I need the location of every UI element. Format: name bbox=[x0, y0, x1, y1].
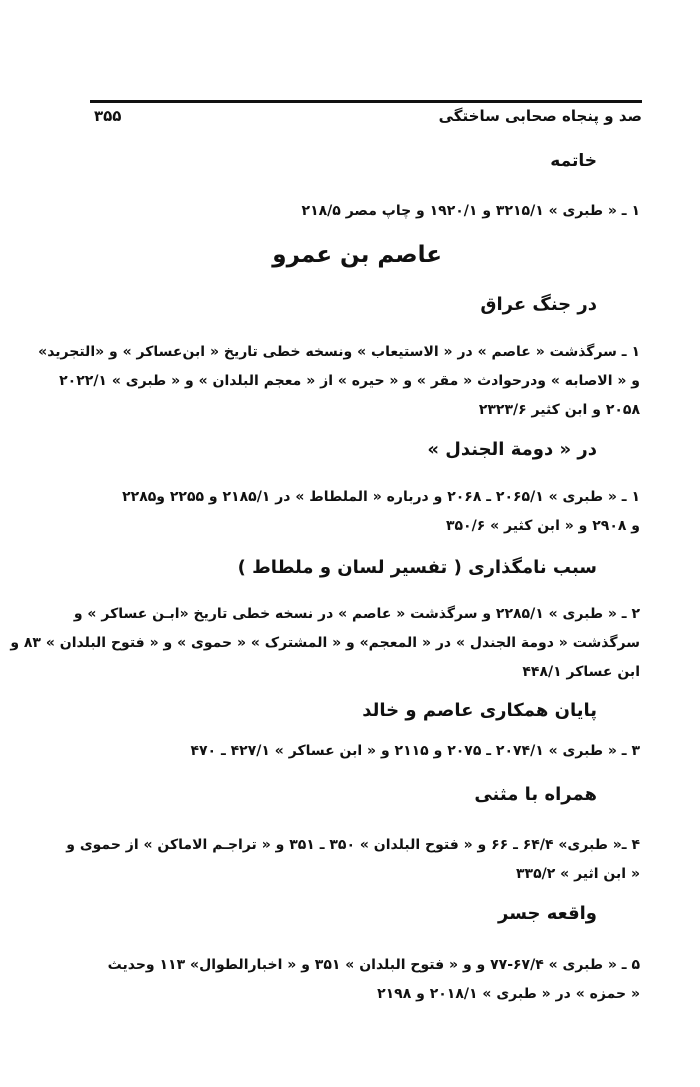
footnote-line: و ۲۹۰۸ و « ابن کثیر » ۳۵۰/۶ bbox=[445, 518, 640, 534]
footnote-muthanna bbox=[60, 831, 640, 889]
footnote-line: ۱ ـ سرگذشت « عاصم » در « الاستیعاب » ونسخه خطی تاریخ « ابن‌عساکر » و «التجرید» bbox=[38, 344, 640, 360]
running-header bbox=[90, 100, 642, 131]
section-heading-muthanna: همراه با مثنی bbox=[474, 784, 597, 805]
footnote-line: سرگذشت « دومة الجندل » در « المعجم» و « المشترک » « حموی » و « فتوح البلدان » ۸۳ و bbox=[10, 635, 640, 651]
footnote-line: ۲ ـ « طبری » ۲۲۸۵/۱ و سرگذشت « عاصم » در نسخه خطی تاریخ «ابـن عساکر » و bbox=[73, 606, 640, 622]
footnote-line: و « الاصابه » ودرحوادث « مقر » و « حیره » از « معجم البلدان » و « طبری » ۲۰۲۲/۱ bbox=[59, 373, 640, 389]
footnote-end-cooperation bbox=[60, 737, 640, 766]
section-heading-dumat: در « دومة الجندل » bbox=[427, 439, 597, 460]
footnote-line: ۲۰۵۸ و ابن کثیر ۲۳۲۳/۶ bbox=[478, 402, 640, 418]
footnote-dumat bbox=[60, 483, 640, 541]
section-heading-naming: سبب نامگذاری ( تفسیر لسان و ملطاط ) bbox=[237, 557, 597, 578]
footnote-line: « ابن اثیر » ۳۳۵/۲ bbox=[515, 866, 640, 882]
section-heading-iraq: در جنگ عراق bbox=[480, 294, 597, 315]
footnote-line: ۴ ـ« طبری» ۶۴/۴ ـ ۶۶ و « فتوح البلدان » ۳۵۰ ـ ۳۵۱ و « تراجـم الاماکن » از حموی و bbox=[66, 837, 640, 853]
footnote-line: ۵ ـ « طبری » ۶۷/۴-۷۷ و و « فتوح البلدان » ۳۵۱ و « اخبارالطوال» ۱۱۳ وحدیث bbox=[107, 957, 640, 973]
footnote-line: ابن عساکر ۴۴۸/۱ bbox=[522, 664, 640, 680]
running-title: صد و پنجاه صحابی ساختگی bbox=[438, 107, 642, 125]
footnote-naming bbox=[10, 600, 640, 687]
footnote-line: ۱ ـ « طبری » ۳۲۱۵/۱ و ۱۹۲۰/۱ و چاپ مصر ۲۱۸/۵ bbox=[301, 203, 640, 219]
footnote-line: ۳ ـ « طبری » ۲۰۷۴/۱ ـ ۲۰۷۵ و ۲۱۱۵ و « ابن عساکر » ۴۲۷/۱ ـ ۴۷۰ bbox=[190, 743, 640, 759]
section-heading-end-cooperation: پایان همکاری عاصم و خالد bbox=[362, 700, 597, 721]
footnote-line: « حمزه » در « طبری » ۲۰۱۸/۱ و ۲۱۹۸ bbox=[377, 986, 640, 1002]
footnote-line: ۱ ـ « طبری » ۲۰۶۵/۱ ـ ۲۰۶۸ و درباره « الملطاط » در ۲۱۸۵/۱ و ۲۲۵۵ و۲۲۸۵ bbox=[122, 489, 640, 505]
footnote-jisr bbox=[60, 951, 640, 1009]
section-heading-khatameh: خاتمه bbox=[550, 151, 597, 171]
footnote-iraq bbox=[38, 338, 640, 425]
footnote-khatameh bbox=[60, 197, 640, 226]
section-heading-jisr: واقعه جسر bbox=[498, 903, 597, 924]
page-number: ۳۵۵ bbox=[94, 107, 122, 125]
chapter-title: عاصم بن عمرو bbox=[272, 242, 442, 268]
